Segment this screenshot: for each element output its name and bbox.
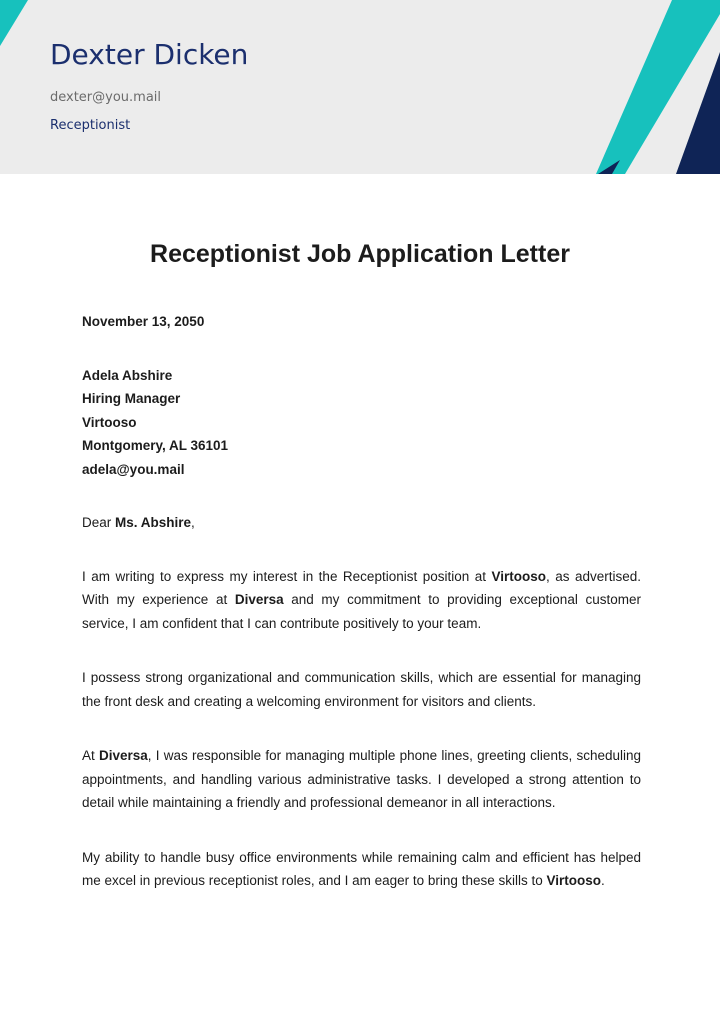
recipient-name: Adela Abshire <box>82 367 173 383</box>
p1-company: Virtooso <box>491 568 546 584</box>
salutation-name: Ms. Abshire <box>115 515 192 530</box>
recipient-company: Virtooso <box>82 414 137 430</box>
paragraph-4 <box>82 846 641 893</box>
letter-date: November 13, 2050 <box>82 314 205 329</box>
p1-text-a: I am writing to express my interest in the Receptionist position at <box>82 568 492 584</box>
recipient-address: Montgomery, AL 36101 <box>82 438 229 453</box>
salutation-prefix: Dear <box>82 515 116 530</box>
p3-text-a: At <box>82 748 99 763</box>
letterhead-decoration <box>0 0 720 174</box>
p4-text-a: My ability to handle busy office environments while remaining calm and efficient has helped me excel in previous receptionist roles, and I am eager to bring these skills to <box>82 849 641 888</box>
p1-text-c: , as advertised. With my experience at <box>82 568 641 607</box>
recipient-position: Hiring Manager <box>82 391 181 406</box>
recipient-email: adela@you.mail <box>82 461 185 477</box>
top-left-accent <box>0 0 28 46</box>
sender-email: dexter@you.mail <box>50 90 162 105</box>
sender-name: Dexter Dicken <box>50 38 249 71</box>
p1-previous-employer: Diversa <box>234 592 284 607</box>
letterhead <box>0 0 720 174</box>
recipient-block <box>82 364 641 482</box>
sender-role: Receptionist <box>50 118 131 133</box>
salutation <box>82 511 641 535</box>
letter-title: Receptionist Job Application Letter <box>150 240 570 268</box>
p3-previous-employer: Diversa <box>99 748 148 763</box>
paragraph-2: I possess strong organizational and communication skills, which are essential for managing the front desk and creating a welcoming environment for visitors and clients. <box>82 670 641 709</box>
letter-body <box>82 310 641 924</box>
p1-text-e: and my commitment to providing exceptional customer service, I am confident that I can contribute positively to your team. <box>82 592 641 631</box>
p4-company: Virtooso <box>546 873 601 888</box>
paragraph-1 <box>82 565 641 636</box>
p4-text-c: . <box>601 873 605 888</box>
p3-text-c: , I was responsible for managing multiple phone lines, greeting clients, scheduling appointments, and handling various administrative tasks. I developed a strong attention to detail while maintaining a friendly and professional demeanor in all interactions. <box>82 748 641 810</box>
paragraph-3 <box>82 744 641 815</box>
salutation-suffix: , <box>191 515 195 530</box>
